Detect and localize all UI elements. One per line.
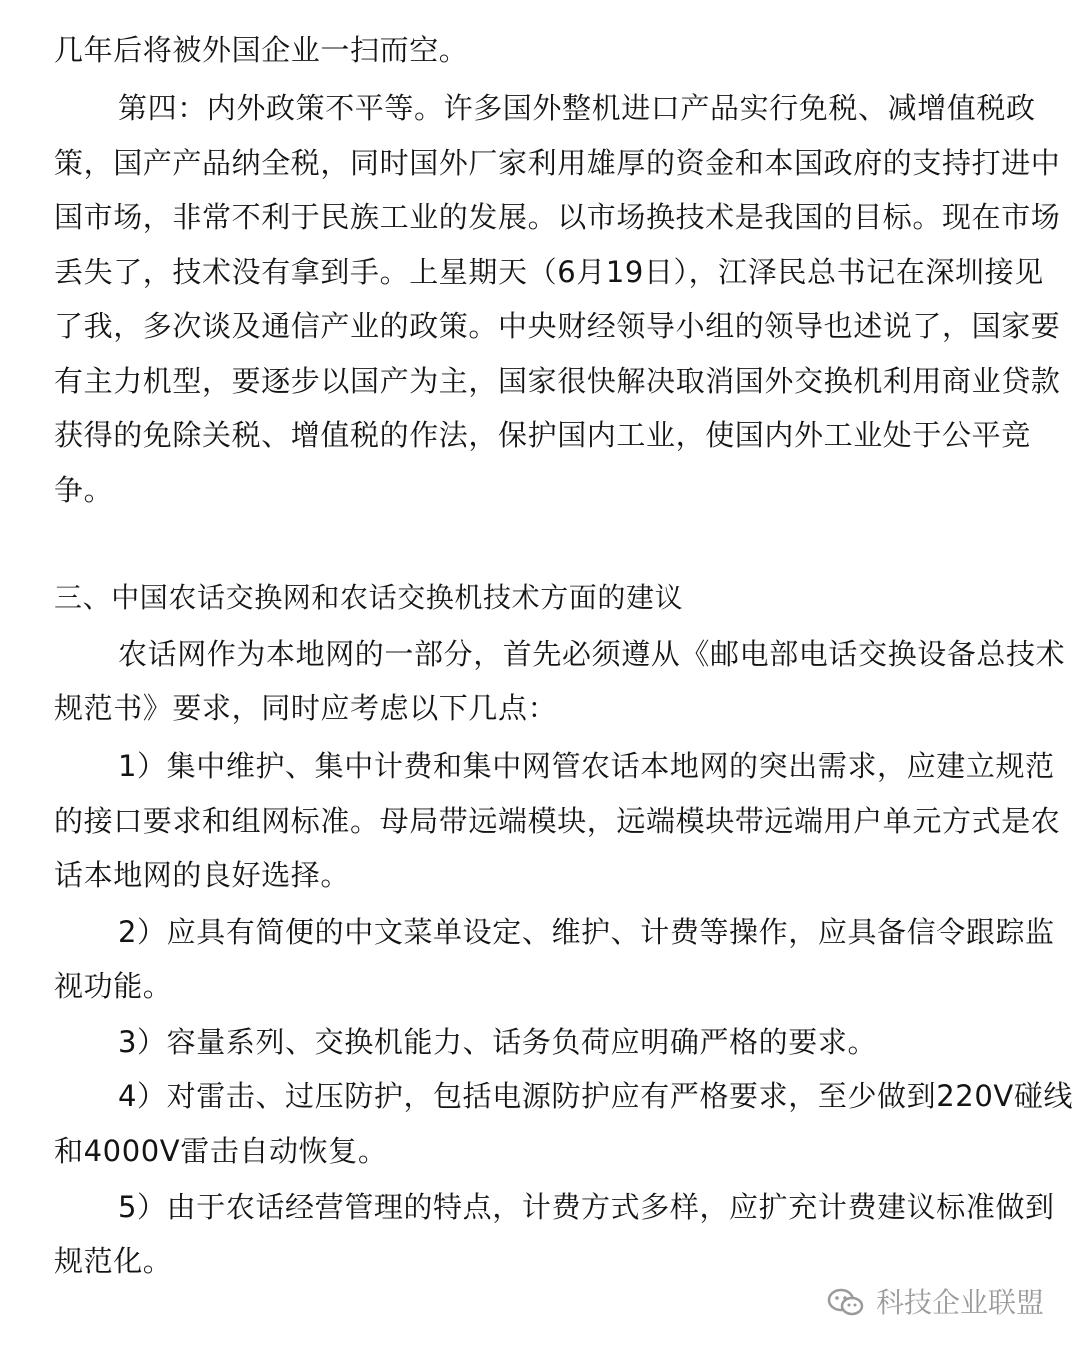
text-line: 农话网作为本地网的一部分，首先必须遵从《邮电部电话交换设备总技术: [118, 637, 1066, 671]
text-line: 国市场，非常不利于民族工业的发展。以市场换技术是我国的目标。现在市场: [54, 200, 1061, 234]
text-line: 了我，多次谈及通信产业的政策。中央财经领导小组的领导也述说了，国家要: [54, 309, 1061, 343]
text-line: 和4000V雷击自动恢复。: [54, 1134, 388, 1168]
list-item-line: 1）集中维护、集中计费和集中网管农话本地网的突出需求，应建立规范: [118, 749, 1055, 783]
text-line: 获得的免除关税、增值税的作法，保护国内工业，使国内外工业处于公平竞: [54, 418, 1031, 452]
list-item-line: 5）由于农话经营管理的特点，计费方式多样，应扩充计费建议标准做到: [118, 1190, 1055, 1224]
wechat-icon: [826, 1286, 866, 1320]
text-line: 有主力机型，要逐步以国产为主，国家很快解决取消国外交换机利用商业贷款: [54, 364, 1061, 398]
text-line: 规范书》要求，同时应考虑以下几点：: [54, 691, 558, 725]
text-line: 规范化。: [54, 1244, 173, 1278]
text-line: 策，国产产品纳全税，同时国外厂家利用雄厚的资金和本国政府的支持打进中: [54, 146, 1061, 180]
list-item-line: 2）应具有简便的中文菜单设定、维护、计费等操作，应具备信令跟踪监: [118, 915, 1055, 949]
text-line: 话本地网的良好选择。: [54, 858, 351, 892]
text-line: 第四：内外政策不平等。许多国外整机进口产品实行免税、减增值税政: [118, 91, 1036, 125]
watermark: [826, 1285, 1044, 1321]
section-heading: 三、中国农话交换网和农话交换机技术方面的建议: [54, 581, 684, 614]
text-line: 丢失了，技术没有拿到手。上星期天（6月19日），江泽民总书记在深圳接见: [54, 255, 1044, 289]
list-item-line: 4）对雷击、过压防护，包括电源防护应有严格要求，至少做到220V碰线: [118, 1079, 1074, 1113]
text-line: 视功能。: [54, 969, 173, 1003]
text-line: 的接口要求和组网标准。母局带远端模块，远端模块带远端用户单元方式是农: [54, 804, 1061, 838]
list-item-line: 3）容量系列、交换机能力、话务负荷应明确严格的要求。: [118, 1025, 878, 1059]
text-line: 争。: [54, 473, 114, 507]
text-line: 几年后将被外国企业一扫而空。: [54, 33, 469, 67]
watermark-text: 科技企业联盟: [875, 1286, 1044, 1319]
